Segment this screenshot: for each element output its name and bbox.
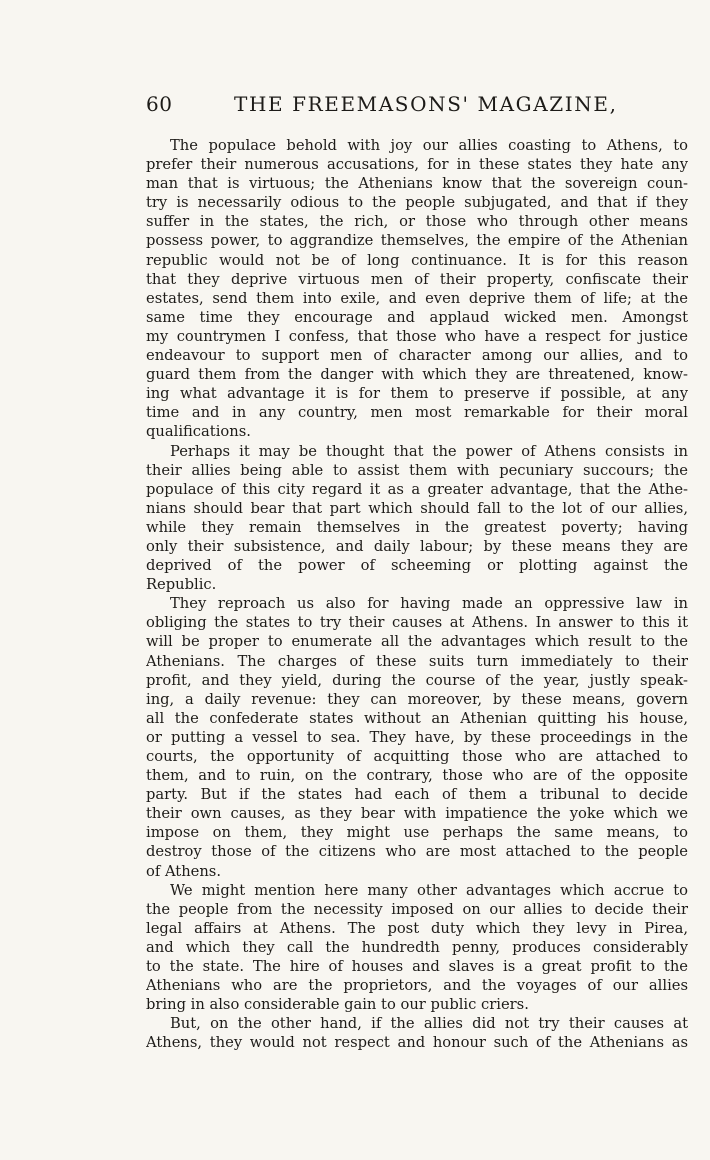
text-line: suffer in the states, the rich, or those who through other means	[146, 213, 688, 231]
text-line: possess power, to aggrandize themselves, the empire of the Athenian	[146, 232, 688, 250]
text-line: populace of this city regard it as a greater advantage, that the Athe-	[146, 480, 688, 498]
page-header	[146, 92, 686, 122]
text-line: will be proper to enumerate all the advantages which result to the	[146, 633, 688, 651]
text-line: Republic.	[146, 576, 217, 594]
text-line: qualifications.	[146, 423, 251, 441]
text-line: Athenians. The charges of these suits turn immediately to their	[146, 652, 688, 670]
running-title: THE FREEMASONS' MAGAZINE,	[234, 92, 618, 116]
text-line: They reproach us also for having made an oppressive law in	[170, 595, 688, 613]
text-line: that they deprive virtuous men of their property, confiscate their	[146, 270, 688, 288]
text-line: courts, the opportunity of acquitting those who are attached to	[146, 748, 688, 765]
text-line: estates, send them into exile, and even deprive them of life; at the	[146, 289, 688, 307]
text-line: Athenians who are the proprietors, and the voyages of our allies	[146, 977, 688, 995]
text-line: The populace behold with joy our allies coasting to Athens, to	[170, 137, 688, 154]
text-line: guard them from the danger with which they are threatened, know-	[146, 366, 688, 384]
text-line: deprived of the power of scheeming or plotting against the	[146, 557, 688, 575]
text-line: destroy those of the citizens who are most attached to the people	[146, 843, 688, 861]
text-line: party. But if the states had each of them a tribunal to decide	[146, 786, 688, 804]
text-line: man that is virtuous; the Athenians know that the sovereign coun-	[146, 175, 688, 193]
text-line: their own causes, as they bear with impatience the yoke which we	[146, 805, 688, 823]
text-line: bring in also considerable gain to our public criers.	[146, 996, 529, 1014]
text-line: legal affairs at Athens. The post duty which they levy in Pirea,	[146, 919, 688, 937]
text-line: to the state. The hire of houses and slaves is a great profit to the	[146, 958, 688, 976]
text-line: prefer their numerous accusations, for in these states they hate any	[146, 156, 688, 174]
text-line: try is necessarily odious to the people subjugated, and that if they	[146, 194, 688, 212]
text-line: the people from the necessity imposed on our allies to decide their	[146, 900, 688, 918]
text-line: endeavour to support men of character among our allies, and to	[146, 347, 688, 365]
text-line: their allies being able to assist them with pecuniary succours; the	[146, 461, 688, 479]
text-line: only their subsistence, and daily labour; by these means they are	[146, 537, 688, 555]
text-line: impose on them, they might use perhaps the same means, to	[146, 824, 688, 842]
text-line: obliging the states to try their causes at Athens. In answer to this it	[146, 614, 688, 632]
text-line: profit, and they yield, during the course of the year, justly speak-	[146, 671, 688, 689]
text-line: same time they encourage and applaud wicked men. Amongst	[146, 308, 688, 326]
text-line: all the confederate states without an Athenian quitting his house,	[146, 709, 688, 727]
text-line: Athens, they would not respect and honour such of the Athenians as	[146, 1034, 688, 1052]
text-line: republic would not be of long continuance. It is for this reason	[146, 251, 688, 269]
text-line: of Athens.	[146, 862, 222, 880]
text-line: ing what advantage it is for them to preserve if possible, at any	[146, 385, 688, 403]
page-number: 60	[146, 92, 173, 116]
text-line: or putting a vessel to sea. They have, by these proceedings in the	[146, 728, 688, 746]
text-line: time and in any country, men most remarkable for their moral	[146, 404, 688, 422]
text-line: them, and to ruin, on the contrary, those who are of the opposite	[146, 767, 688, 785]
text-line: We might mention here many other advantages which accrue to	[170, 881, 688, 899]
text-line: Perhaps it may be thought that the power of Athens consists in	[170, 442, 688, 460]
text-line: while they remain themselves in the greatest poverty; having	[146, 518, 688, 536]
text-line: But, on the other hand, if the allies did not try their causes at	[170, 1015, 688, 1033]
text-line: and which they call the hundredth penny, produces considerably	[146, 938, 688, 956]
text-line: my countrymen I confess, that those who have a respect for justice	[146, 327, 688, 345]
text-line: nians should bear that part which should fall to the lot of our allies,	[146, 499, 688, 517]
text-line: ing, a daily revenue: they can moreover, by these means, govern	[146, 690, 688, 708]
body-text	[146, 136, 688, 1053]
